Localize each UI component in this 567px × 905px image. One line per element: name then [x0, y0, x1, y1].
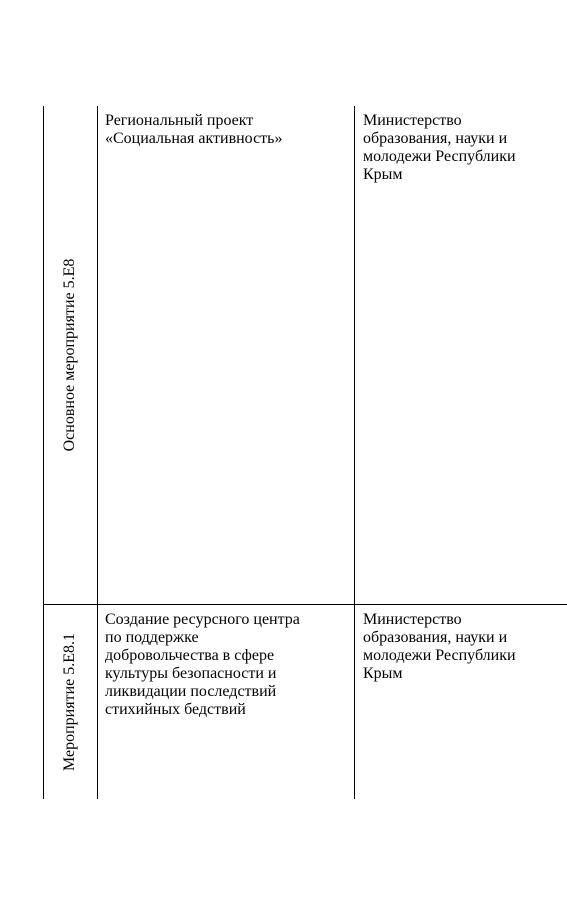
- row-name-cell: [105, 605, 350, 719]
- table-row: [43, 604, 567, 799]
- row-org-line: Крым: [363, 166, 403, 183]
- row-name-line: «Социальная активность»: [105, 130, 283, 147]
- program-table: [43, 106, 567, 798]
- row-name-cell: [105, 106, 350, 148]
- row-org-line: Министерство: [363, 112, 462, 129]
- row-name-line: Создание ресурсного центра: [105, 611, 300, 628]
- row-name-line: ликвидации последствий: [105, 683, 277, 700]
- row-name-line: добровольчества в сфере: [105, 647, 275, 664]
- column-divider: [354, 605, 355, 799]
- row-org-line: образования, науки и: [363, 629, 508, 646]
- row-name-line: по поддержке: [105, 629, 199, 646]
- row-name-line: стихийных бедствий: [105, 701, 246, 718]
- row-org-line: Министерство: [363, 611, 462, 628]
- row-code-cell: [43, 605, 97, 799]
- row-org-line: Крым: [363, 665, 403, 682]
- row-org-line: образования, науки и: [363, 130, 508, 147]
- row-org-line: молодежи Республики: [363, 647, 516, 664]
- row-code: Мероприятие 5.Е8.1: [61, 632, 78, 772]
- row-name-line: Региональный проект: [105, 112, 254, 129]
- column-divider: [354, 106, 355, 604]
- row-org-line: молодежи Республики: [363, 148, 516, 165]
- column-divider: [97, 605, 98, 799]
- column-divider: [97, 106, 98, 604]
- row-code: Основное мероприятие 5.Е8: [61, 258, 78, 452]
- row-org-cell: [363, 106, 563, 184]
- row-org-cell: [363, 605, 563, 683]
- row-name-line: культуры безопасности и: [105, 665, 277, 682]
- table-row: [43, 106, 567, 604]
- row-code-cell: [43, 106, 97, 604]
